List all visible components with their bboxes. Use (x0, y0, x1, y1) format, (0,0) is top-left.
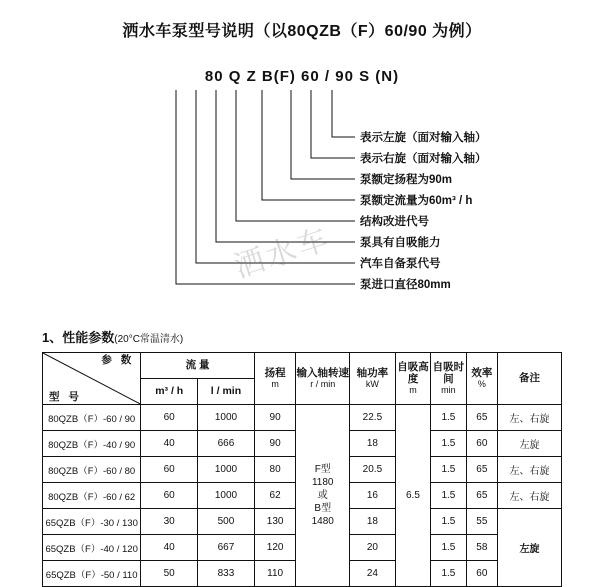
cell-flow-lmin: 667 (198, 535, 255, 561)
cell-remark: 左、右旋 (498, 405, 562, 431)
cell-flow-lmin: 666 (198, 431, 255, 457)
cell-power: 24 (350, 561, 396, 587)
header-efficiency (466, 353, 497, 405)
cell-head: 90 (254, 405, 296, 431)
leader-line-diagram (0, 84, 604, 304)
legend-vehicle-pump-code: 汽车自备泵代号 (360, 258, 441, 270)
header-flow-unit-lmin: l / min (198, 379, 255, 405)
speed-line-4: B型 (314, 503, 332, 514)
cell-suction-time: 1.5 (431, 561, 466, 587)
page-title: 洒水车泵型号说明（以80QZB（F）60/90 为例） (122, 23, 482, 40)
cell-suction-time: 1.5 (431, 405, 466, 431)
cell-head: 80 (254, 457, 296, 483)
table-head (43, 353, 562, 405)
cell-speed (296, 405, 350, 587)
legend-structure-code: 结构改进代号 (360, 216, 429, 228)
speed-line-1: F型 (314, 464, 331, 475)
cell-head: 120 (254, 535, 296, 561)
header-suction-time-unit: min (441, 385, 456, 396)
cell-suction-time: 1.5 (431, 483, 466, 509)
header-suction-height (395, 353, 430, 405)
legend-right-rotation: 表示右旋（面对输入轴） (360, 153, 487, 165)
cell-flow-m3h: 50 (141, 561, 198, 587)
watermark: 洒水车 (230, 221, 336, 286)
cell-efficiency: 60 (466, 431, 497, 457)
cell-remark: 左旋 (498, 509, 562, 587)
cell-model: 65QZB（F）-50 / 110 (43, 561, 141, 587)
leader-lines-svg (0, 84, 604, 304)
cell-model: 65QZB（F）-30 / 130 (43, 509, 141, 535)
header-head (254, 353, 296, 405)
table-body (43, 405, 562, 587)
cell-power: 20.5 (350, 457, 396, 483)
model-code: 80 Q Z B(F) 60 / 90 S (N) (204, 68, 400, 85)
header-speed-unit: r / min (310, 379, 336, 390)
cell-efficiency: 58 (466, 535, 497, 561)
cell-remark: 左、右旋 (498, 483, 562, 509)
cell-suction-height: 6.5 (395, 405, 430, 587)
cell-suction-time: 1.5 (431, 431, 466, 457)
cell-suction-time: 1.5 (431, 457, 466, 483)
cell-efficiency: 60 (466, 561, 497, 587)
legend-self-priming: 泵具有自吸能力 (360, 237, 441, 249)
header-flow-unit-m3h: m³ / h (141, 379, 198, 405)
cell-efficiency: 55 (466, 509, 497, 535)
cell-efficiency: 65 (466, 405, 497, 431)
cell-model: 80QZB（F）-60 / 80 (43, 457, 141, 483)
cell-power: 16 (350, 483, 396, 509)
legend-rated-flow: 泵额定流量为60m³ / h (360, 195, 473, 207)
cell-remark: 左旋 (498, 431, 562, 457)
cell-flow-lmin: 833 (198, 561, 255, 587)
cell-model: 80QZB（F）-60 / 90 (43, 405, 141, 431)
cell-head: 62 (254, 483, 296, 509)
legend-rated-head: 泵额定扬程为90m (360, 174, 453, 186)
cell-model: 80QZB（F）-60 / 62 (43, 483, 141, 509)
header-speed (296, 353, 350, 405)
header-suction-height-unit: m (409, 385, 417, 396)
cell-remark: 左、右旋 (498, 457, 562, 483)
corner-param-label: 参 数 (101, 354, 135, 366)
header-power (350, 353, 396, 405)
cell-flow-m3h: 30 (141, 509, 198, 535)
speed-line-3: 或 (317, 490, 328, 501)
section-note: (20°C常温清水) (114, 334, 184, 345)
cell-efficiency: 65 (466, 457, 497, 483)
cell-flow-lmin: 500 (198, 509, 255, 535)
header-head-unit: m (271, 379, 279, 390)
cell-flow-m3h: 60 (141, 405, 198, 431)
header-suction-time (431, 353, 466, 405)
section-title: 性能参数 (62, 330, 115, 345)
cell-head: 110 (254, 561, 296, 587)
legend-inlet-diameter: 泵进口直径80mm (360, 279, 451, 291)
header-head-label: 扬程 (264, 367, 286, 380)
cell-power: 18 (350, 509, 396, 535)
header-suction-height-label: 自吸高度 (397, 361, 429, 386)
corner-model-label: 型 号 (49, 390, 82, 403)
section-heading (42, 327, 183, 346)
corner-header-cell (43, 353, 141, 405)
cell-model: 65QZB（F）-40 / 120 (43, 535, 141, 561)
cell-power: 22.5 (350, 405, 396, 431)
cell-flow-lmin: 1000 (198, 457, 255, 483)
header-flow: 流 量 (141, 353, 255, 379)
performance-table (42, 352, 562, 587)
cell-flow-lmin: 1000 (198, 405, 255, 431)
header-efficiency-unit: % (477, 379, 486, 390)
legend-left-rotation: 表示左旋（面对输入轴） (360, 132, 487, 144)
table-header-row-1 (43, 353, 562, 379)
cell-flow-m3h: 40 (141, 431, 198, 457)
cell-flow-m3h: 60 (141, 483, 198, 509)
cell-head: 90 (254, 431, 296, 457)
section-number: 1、 (42, 330, 63, 345)
cell-suction-time: 1.5 (431, 535, 466, 561)
header-suction-time-label: 自吸时间 (432, 361, 465, 386)
cell-flow-m3h: 40 (141, 535, 198, 561)
speed-line-5: 1480 (311, 516, 334, 527)
performance-table-wrap (42, 352, 562, 587)
header-power-label: 轴功率 (356, 367, 389, 380)
header-power-unit: kW (365, 379, 379, 390)
cell-flow-m3h: 60 (141, 457, 198, 483)
speed-line-2: 1180 (311, 477, 334, 488)
header-remark: 备注 (498, 353, 562, 405)
cell-head: 130 (254, 509, 296, 535)
cell-model: 80QZB（F）-40 / 90 (43, 431, 141, 457)
header-speed-label: 输入轴转速 (296, 367, 349, 380)
cell-suction-time: 1.5 (431, 509, 466, 535)
cell-power: 20 (350, 535, 396, 561)
cell-flow-lmin: 1000 (198, 483, 255, 509)
cell-efficiency: 65 (466, 483, 497, 509)
header-efficiency-label: 效率 (471, 367, 493, 380)
table-row (43, 405, 562, 431)
cell-power: 18 (350, 431, 396, 457)
